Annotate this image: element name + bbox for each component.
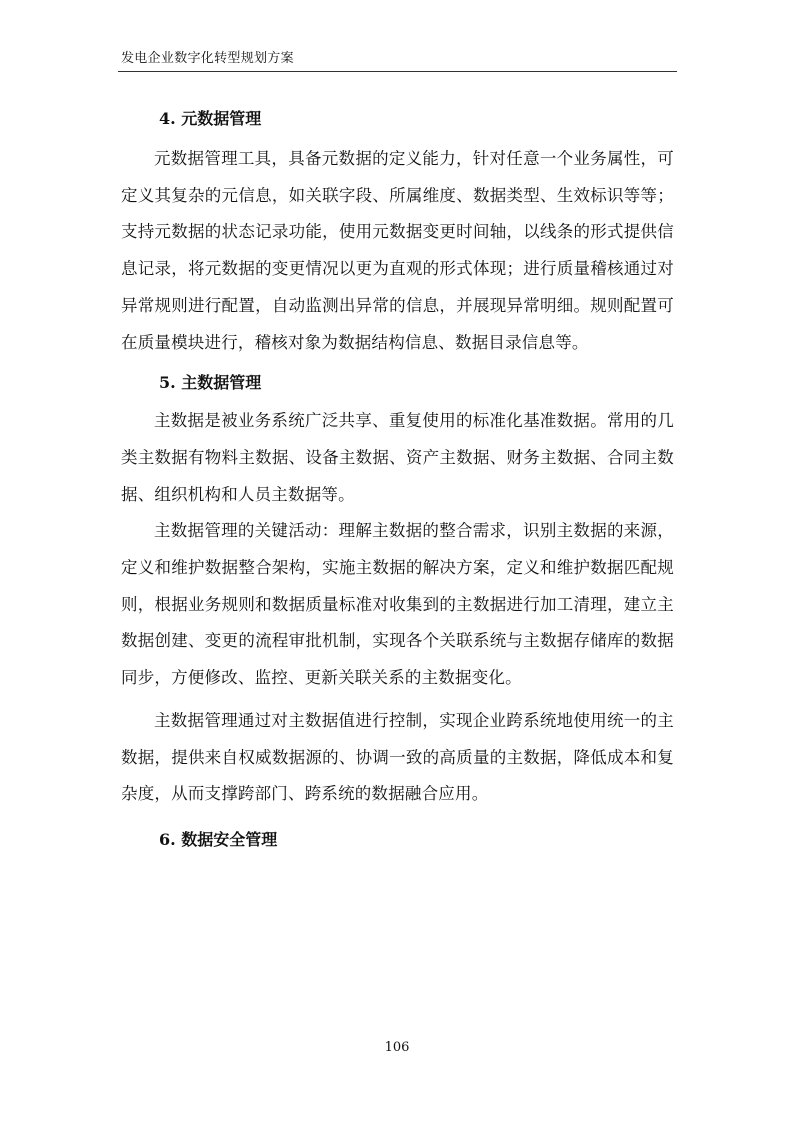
header-rule (118, 71, 677, 72)
section-heading-data-security-management: 6. 数据安全管理 (159, 829, 278, 849)
paragraph-master-data-key-activities: 主数据管理的关键活动：理解主数据的整合需求，识别主数据的来源，定义和维护数据整合架构，实施主数据的解决方案，定义和维护数据匹配规则，根据业务规则和数据质量标准对收集到的主数据进行加工清理，建立主数据创建、变更的流程审批机制，实现各个关联系统与主数据存储库的数据同步，方便修改、监控、更新关联关系的主数据变化。 (121, 521, 674, 688)
running-header-title: 发电企业数字化转型规划方案 (121, 51, 294, 66)
paragraph-master-data-definition: 主数据是被业务系统广泛共享、重复使用的标准化基准数据。常用的几类主数据有物料主数据、设备主数据、资产主数据、财务主数据、合同主数据、组织机构和人员主数据等。 (121, 411, 674, 504)
page-content (121, 98, 674, 857)
paragraph-master-data-benefits: 主数据管理通过对主数据值进行控制，实现企业跨系统地使用统一的主数据，提供来自权威数据源的、协调一致的高质量的主数据，降低成本和复杂度，从而支撑跨部门、跨系统的数据融合应用。 (121, 710, 674, 804)
section-heading-master-data-management: 5. 主数据管理 (159, 373, 262, 393)
paragraph-metadata-tools: 元数据管理工具，具备元数据的定义能力，针对任意一个业务属性，可定义其复杂的元信息，如关联字段、所属维度、数据类型、生效标识等等；支持元数据的状态记录功能，使用元数据变更时间轴，以线条的形式提供信息记录，将元数据的变更情况以更为直观的形式体现；进行质量稽核通过对异常规则进行配置，自动监测出异常的信息，并展现异常明细。规则配置可在质量模块进行，稽核对象为数据结构信息、数据目录信息等。 (121, 149, 674, 352)
section-heading-metadata-management: 4. 元数据管理 (159, 109, 262, 128)
page-number: 106 (384, 1040, 410, 1055)
